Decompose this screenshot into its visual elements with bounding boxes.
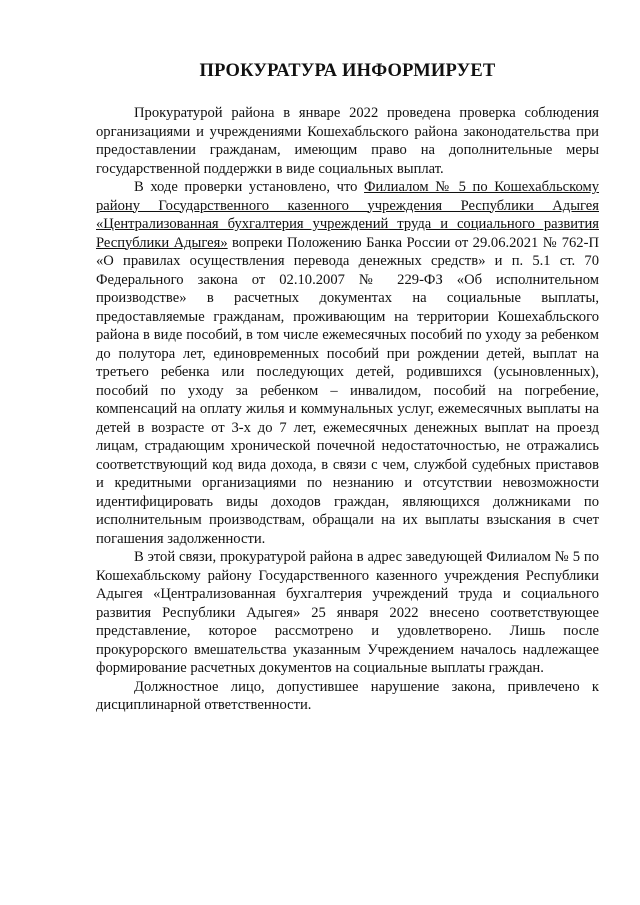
page-title: ПРОКУРАТУРА ИНФОРМИРУЕТ xyxy=(199,61,496,81)
paragraph-1: Прокуратурой района в январе 2022 проведена проверка соблюдения организациями и учреждениями Кошехабльского района законодательства при предоставлении гражданам, имеющим право на дополнительные меры государственной поддержки в виде социальных выплат. xyxy=(96,105,599,177)
paragraph-2-rest: вопреки Положению Банка России от 29.06.2021 № 762-П «О правилах осуществления перевода денежных средств» и п. 5.1 ст. 70 Федерального закона от 02.10.2007 № 229-ФЗ «Об исполнительном производстве» в расчетных документах на социальные выплаты, предоставляемые гражданам, проживающим на территории Кошехабльского района в виде пособий, в том числе ежемесячных пособий по уходу за ребенком до полутора лет, единовременных пособий при рождении детей, выплат на третьего ребенка или последующих детей, родившихся (усыновленных), пособий по уходу за ребенком – инвалидом, пособий на погребение, компенсаций на оплату жилья и коммунальных услуг, ежемесячных выплаты на детей в возрасте от 3-х до 7 лет, ежемесячных денежных выплат на проезд лицам, страдающим хронической почечной недостаточностью, не отражались соответствующий код вида дохода, в связи с чем, службой судебных приставов и кредитными организациями по незнанию и отсутствии невозможности идентифицировать виды доходов граждан, являющихся должниками по исполнительным производствам, обращали на их выплаты взыскания в счет погашения задолженности. xyxy=(96,234,599,547)
document-page xyxy=(96,58,599,715)
paragraph-3: В этой связи, прокуратурой района в адрес заведующей Филиалом № 5 по Кошехабльскому району Государственного казенного учреждения Республики Адыгея «Централизованная бухгалтерия учреждений труда и социального развития Республики Адыгея» 25 января 2022 внесено соответствующее представление, которое рассмотрено и удовлетворено. Лишь после прокурорского вмешательства указанным Учреждением началось надлежащее формирование расчетных документов на социальные выплаты граждан. xyxy=(96,549,599,676)
paragraph-2-intro: В ходе проверки установлено, что xyxy=(134,179,365,195)
paragraph-2-subject: Филиалом № 5 по Кошехабльскому району Государственного казенного учреждения Республики Адыгея «Централизованная бухгалтерия учреждений труда и социального развития Республики Адыгея» xyxy=(96,179,599,251)
paragraph-4: Должностное лицо, допустившее нарушение закона, привлечено к дисциплинарной ответственности. xyxy=(96,678,599,713)
paragraph-2 xyxy=(96,178,599,548)
